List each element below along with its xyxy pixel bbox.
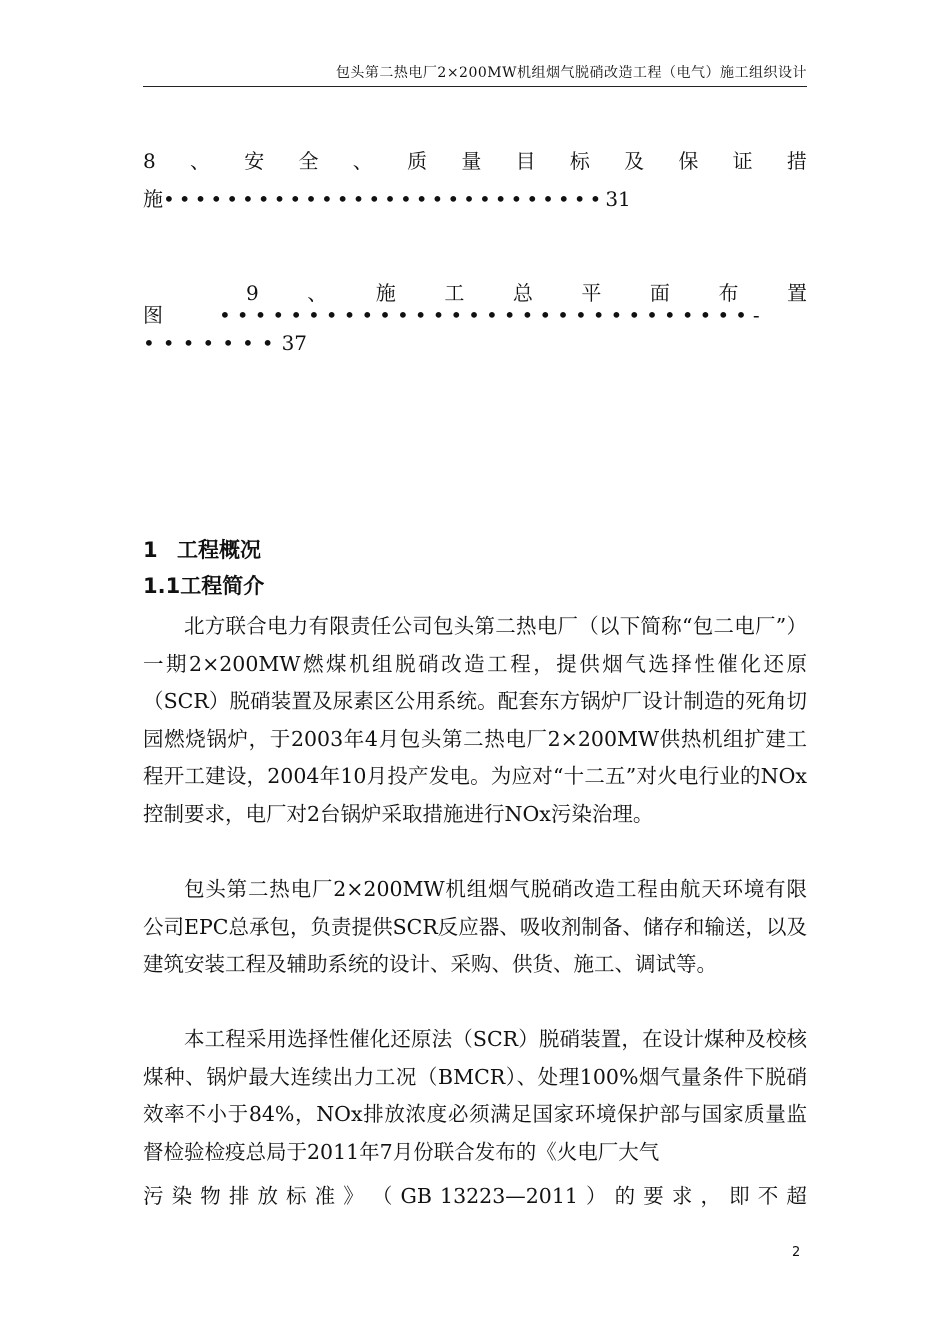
last_line_chars-char: 超 bbox=[786, 1184, 807, 1208]
last_line_chars-char: ， bbox=[700, 1184, 721, 1208]
toc-0-line1_chars-char: 保 bbox=[678, 149, 699, 173]
last_line_chars-char: GB bbox=[400, 1184, 432, 1208]
last_line_chars-char: 染 bbox=[171, 1184, 193, 1208]
page-header: 包头第二热电厂2×200MW机组烟气脱硝改造工程（电气）施工组织设计 bbox=[335, 65, 807, 81]
last_line_chars-char: 13223—2011 bbox=[440, 1184, 578, 1208]
last_line_chars-char: 要 bbox=[643, 1184, 664, 1208]
toc-entry-9-page: 37 bbox=[281, 331, 308, 355]
toc-0-line1_chars-char: 、 bbox=[190, 149, 210, 173]
header-divider bbox=[143, 86, 807, 87]
toc-1-line1_chars-char: 总 bbox=[512, 281, 533, 305]
toc-entry-8-leader[interactable] bbox=[143, 186, 807, 212]
last_line_chars-char: 即 bbox=[729, 1184, 750, 1208]
toc-entry-9-dots-cont: ••••••• bbox=[143, 331, 282, 355]
last_line_chars-char: 的 bbox=[614, 1184, 636, 1208]
section-number: 1 bbox=[143, 538, 158, 562]
toc-1-line1_chars-char: 施 bbox=[375, 281, 396, 305]
toc-0-line1_chars-char: 证 bbox=[732, 149, 753, 173]
page-number: 2 bbox=[792, 1245, 801, 1260]
toc-1-line1_chars-char: 平 bbox=[581, 281, 602, 305]
toc-entry-8-page: 31 bbox=[605, 187, 631, 211]
toc-0-line1_chars-char: 措 bbox=[786, 149, 807, 173]
toc-1-line1_chars-char: 、 bbox=[307, 281, 328, 305]
toc-0-line1_chars-char: 全 bbox=[298, 149, 319, 173]
toc-1-line1_chars-char: 布 bbox=[718, 281, 739, 305]
toc-0-line1_chars-char: 量 bbox=[461, 149, 482, 173]
toc-1-line1_chars-char: 置 bbox=[786, 281, 807, 305]
last_line_chars-char: （ bbox=[371, 1184, 393, 1208]
last_line_chars-char: 放 bbox=[257, 1184, 278, 1208]
toc-0-line1_chars-char: 8 bbox=[143, 149, 156, 173]
toc-entry-9-leader-cont[interactable] bbox=[143, 330, 807, 356]
section-title: 工程概况 bbox=[177, 538, 261, 562]
body-paragraph-2: 包头第二热电厂2×200MW机组烟气脱硝改造工程由航天环境有限公司EPC总承包，负责提供SCR反应器、吸收剂制备、储存和输送，以及建筑安装工程及辅助系统的设计、采购、供货、施工、调试等。 bbox=[143, 877, 807, 976]
last_line_chars-char: 污 bbox=[143, 1184, 164, 1208]
toc-entry-8-title[interactable] bbox=[143, 148, 807, 174]
toc-entry-8-dots: •••••••••••••••••••••••••••• bbox=[163, 187, 606, 211]
last_line_chars-char: 排 bbox=[228, 1184, 250, 1208]
toc-0-line1_chars-char: 目 bbox=[515, 149, 536, 173]
last_line_chars-char: 物 bbox=[200, 1184, 221, 1208]
body-paragraph-3: 本工程采用选择性催化还原法（SCR）脱硝装置，在设计煤种及校核煤种、锅炉最大连续出力工况（BMCR）、处理100%烟气量条件下脱硝效率不小于84%，NOx排放浓度必须满足国家环境保护部与国家质量监督检验检疫总局于2011年7月份联合发布的《火电厂大气 bbox=[143, 1027, 807, 1164]
toc-0-line1_chars-char: 质 bbox=[407, 149, 428, 173]
toc-0-line1_chars-char: 标 bbox=[569, 149, 590, 173]
toc-1-line1_chars-char: 工 bbox=[444, 281, 465, 305]
body-paragraph-1: 北方联合电力有限责任公司包头第二热电厂（以下简称“包二电厂”）一期2×200MW燃煤机组脱硝改造工程，提供烟气选择性催化还原（SCR）脱硝装置及尿素区公用系统。配套东方锅炉厂设计制造的死角切园燃烧锅炉，于2003年4月包头第二热电厂2×200MW供热机组扩建工程开工建设，2004年10月投产发电。为应对“十二五”对火电行业的NOx控制要求，电厂对2台锅炉采取措施进行NOx污染治理。 bbox=[143, 614, 807, 826]
toc-entry-8-title-end: 施 bbox=[143, 187, 163, 211]
toc-entry-9-dots: ••••••••••••••••••••••••••••••- bbox=[219, 303, 766, 327]
last_line_chars-char: 标 bbox=[286, 1184, 307, 1208]
toc-0-line1_chars-char: 、 bbox=[352, 149, 373, 173]
body-paragraph-3-last-line bbox=[143, 1178, 807, 1216]
toc-0-line1_chars-char: 及 bbox=[624, 149, 645, 173]
toc-entry-9-leader[interactable] bbox=[143, 302, 807, 328]
section-heading bbox=[143, 536, 261, 564]
last_line_chars-char: 不 bbox=[757, 1184, 779, 1208]
subsection-heading: 1.1工程简介 bbox=[143, 574, 265, 598]
last_line_chars-char: 准 bbox=[314, 1184, 336, 1208]
toc-1-line1_chars-char: 面 bbox=[649, 281, 670, 305]
toc-0-line1_chars-char: 安 bbox=[244, 149, 265, 173]
last_line_chars-char: ） bbox=[586, 1184, 607, 1208]
toc-entry-9-title-end: 图 bbox=[143, 303, 163, 327]
last_line_chars-char: 》 bbox=[343, 1184, 364, 1208]
last_line_chars-char: 求 bbox=[671, 1184, 693, 1208]
toc-1-line1_chars-char: 9 bbox=[246, 281, 259, 305]
